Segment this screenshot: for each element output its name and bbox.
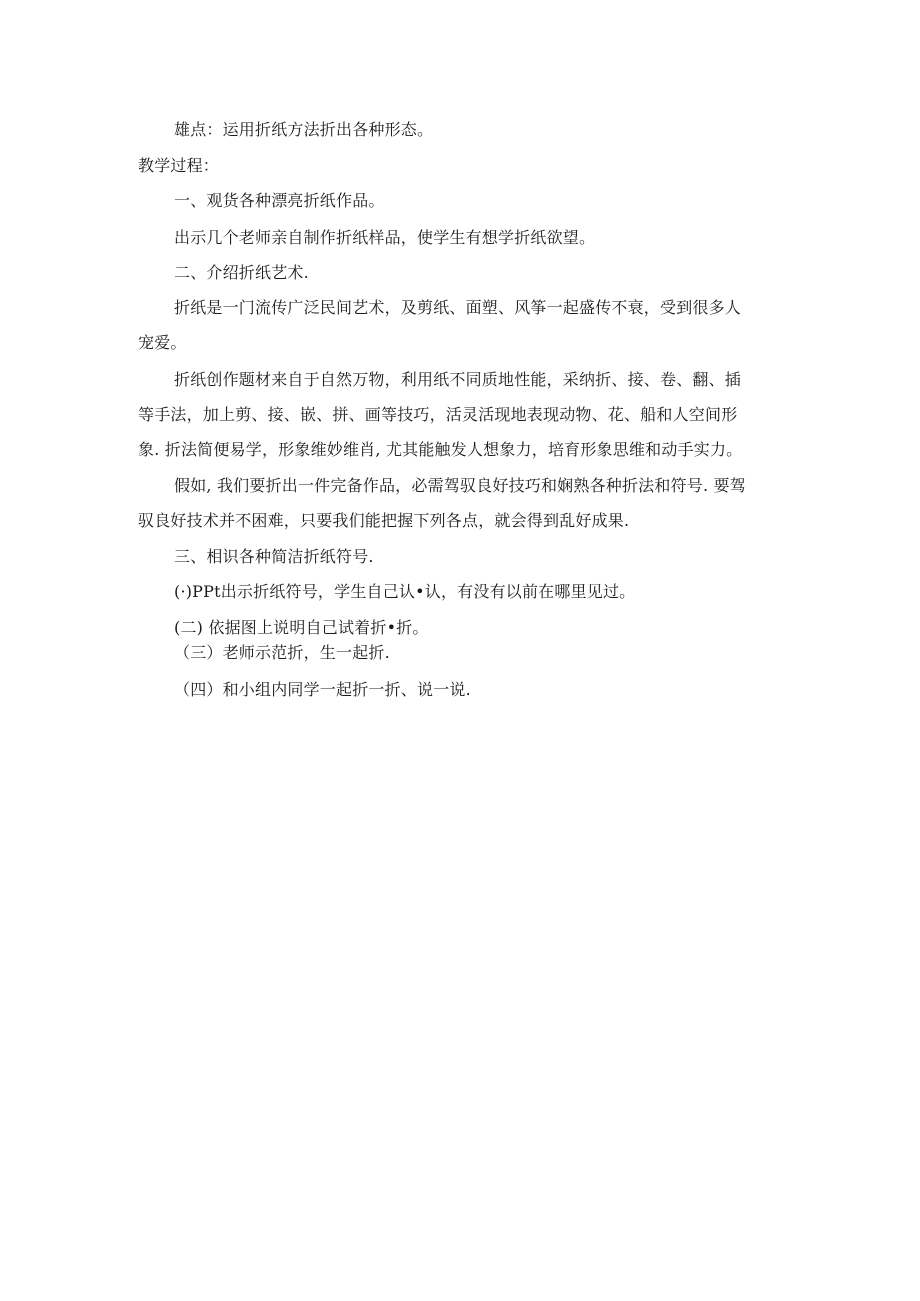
process-heading: 教学过程： bbox=[138, 156, 220, 175]
step-3: （三）老师示范折，生一起折. bbox=[174, 643, 390, 662]
section1-heading: 一、观货各种漂亮折纸作品。 bbox=[174, 191, 385, 210]
section2-para2-line3: 象. 折法简便易学，形象维妙维肖, 尤其能触发人想象力，培育形象思维和动手实力。 bbox=[138, 440, 743, 459]
section2-para2-line1: 折纸创作题材来自于自然万物，利用纸不同质地性能，采纳折、接、卷、翻、插 bbox=[174, 370, 742, 389]
section2-para1-line2: 宠爱。 bbox=[138, 333, 187, 352]
step-1: (·)PPt出示折纸符号，学生自己认•认，有没有以前在哪里见过。 bbox=[174, 582, 636, 601]
section1-text: 出示几个老师亲自制作折纸样品，使学生有想学折纸欲望。 bbox=[174, 228, 596, 247]
section2-para1-line1: 折纸是一门流传广泛民间艺术，及剪纸、面塑、风筝一起盛传不衰，受到很多人 bbox=[174, 298, 742, 317]
step-4: （四）和小组内同学一起折一折、说一说. bbox=[174, 680, 471, 699]
section2-para3-line2: 驭良好技术并不困难，只要我们能把握下列各点，就会得到乱好成果. bbox=[138, 511, 630, 530]
step-2: (二) 依据图上说明自己试着折•折。 bbox=[174, 618, 429, 637]
section2-para2-line2: 等手法，加上剪、接、嵌、拼、画等技巧，活灵活现地表现动物、花、船和人空间形 bbox=[138, 405, 738, 424]
difficulty-point: 雄点：运用折纸方法折出各种形态。 bbox=[174, 120, 434, 139]
section2-heading: 二、介绍折纸艺术. bbox=[174, 263, 309, 282]
section2-para3-line1: 假如, 我们要折出一件完备作品，必需驾驭良好技巧和娴熟各种折法和符号. 要驾 bbox=[174, 476, 746, 495]
section3-heading: 三、相识各种简洁折纸符号. bbox=[174, 547, 374, 566]
